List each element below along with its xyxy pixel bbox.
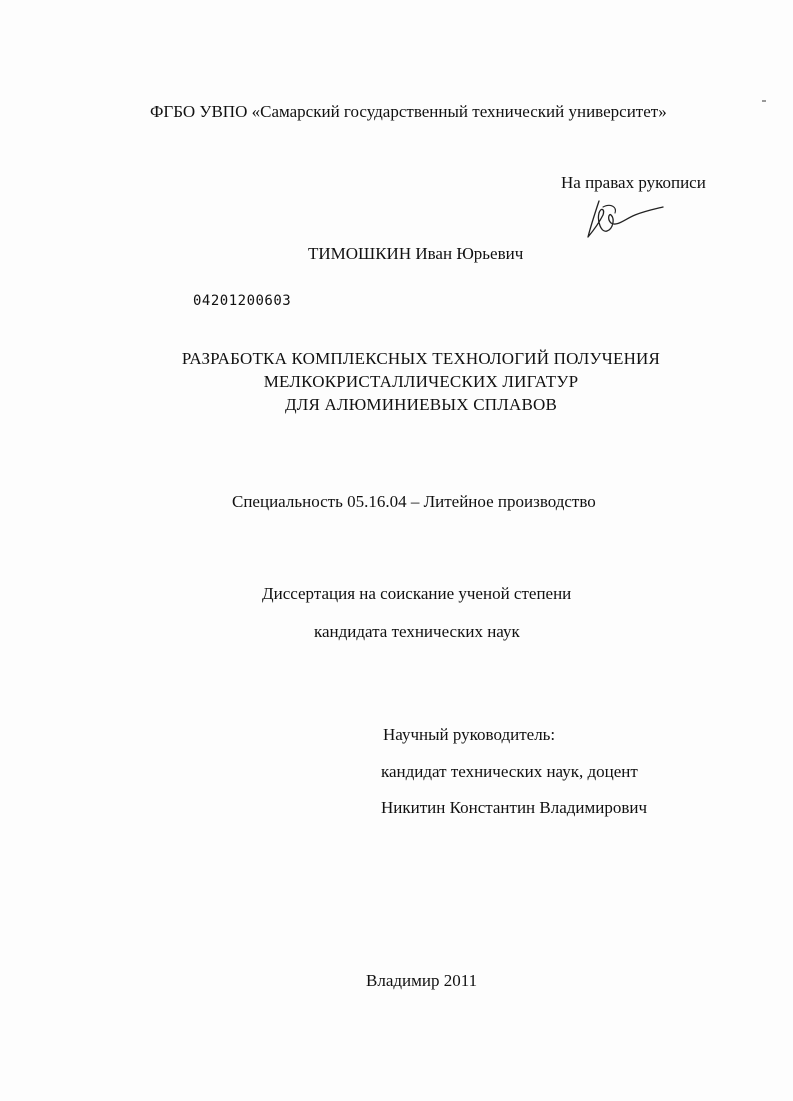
degree-line-2: кандидата технических наук [314,622,520,641]
dissertation-title-line-3: ДЛЯ АЛЮМИНИЕВЫХ СПЛАВОВ [285,395,557,414]
city-year: Владимир 2011 [366,971,478,990]
advisor-title: кандидат технических наук, доцент [381,762,638,781]
dissertation-title-line-1: РАЗРАБОТКА КОМПЛЕКСНЫХ ТЕХНОЛОГИЙ ПОЛУЧЕНИЯ [181,349,661,368]
registration-number: 04201200603 [193,293,292,309]
dissertation-title-line-2: МЕЛКОКРИСТАЛЛИЧЕСКИХ ЛИГАТУР [263,372,579,391]
manuscript-rights-note: На правах рукописи [561,173,706,192]
degree-line-1: Диссертация на соискание ученой степени [262,584,572,603]
university-name: ФГБО УВПО «Самарский государственный технический университет» [150,102,667,121]
advisor-name: Никитин Константин Владимирович [381,798,648,817]
advisor-label: Научный руководитель: [383,725,556,744]
specialty: Специальность 05.16.04 – Литейное производство [232,492,596,511]
author-name: ТИМОШКИН Иван Юрьевич [308,244,524,263]
scan-speck [762,100,766,102]
signature-icon [585,193,665,241]
